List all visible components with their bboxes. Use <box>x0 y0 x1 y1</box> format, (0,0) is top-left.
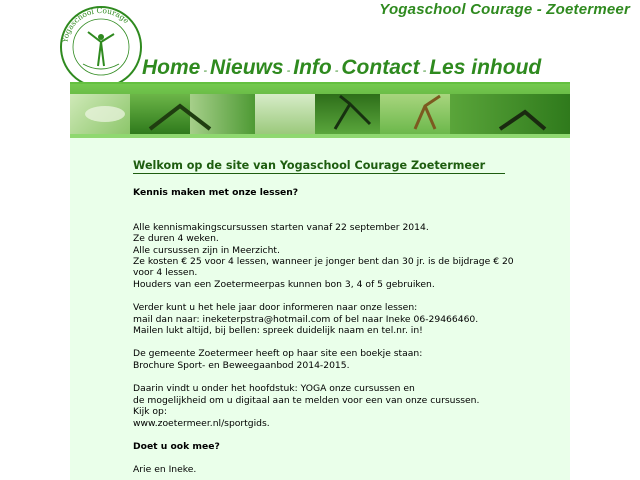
paragraph-line: De gemeente Zoetermeer heeft op haar site een boekje staan: <box>133 348 423 360</box>
contact-line: mail dan naar: ineketerpstra@hotmail.com of bel naar Ineke 06-29466460. <box>133 313 479 325</box>
paragraph-line: Mailen lukt altijd, bij bellen: spreek duidelijk naam en tel.nr. in! <box>133 325 423 337</box>
paragraph-line: Kijk op: <box>133 406 167 418</box>
nav-separator: - <box>422 65 427 77</box>
main-nav <box>142 56 541 80</box>
sportgids-link[interactable]: www.zoetermeer.nl/sportgids. <box>133 417 270 429</box>
paragraph-line: Verder kunt u het hele jaar door informeren naar onze lessen: <box>133 302 418 314</box>
paragraph-line: de mogelijkheid om u digitaal aan te melden voor een van onze cursussen. <box>133 394 480 406</box>
signature: Arie en Ineke. <box>133 464 197 476</box>
paragraph-line: Brochure Sport- en Beweegaanbod 2014-2015. <box>133 359 350 371</box>
question-text: Doet u ook mee? <box>133 440 220 452</box>
paragraph-line: Daarin vindt u onder het hoofdstuk: YOGA onze cursussen en <box>133 383 415 395</box>
nav-les-inhoud[interactable]: Les inhoud <box>429 56 542 79</box>
paragraph-line: Alle kennismakingscursussen starten vanaf 22 september 2014. <box>133 221 429 233</box>
nav-home[interactable]: Home <box>142 56 201 79</box>
main-content <box>70 138 570 480</box>
paragraph-line: Ze duren 4 weken. <box>133 233 219 245</box>
nav-info[interactable]: Info <box>293 56 332 79</box>
paragraph-line: Houders van een Zoetermeerpas kunnen bon 3, 4 of 5 gebruiken. <box>133 278 435 290</box>
nav-separator: - <box>286 65 291 77</box>
nav-separator: - <box>334 65 339 77</box>
yoga-logo-icon <box>58 4 144 90</box>
yoga-figures-icon <box>70 84 570 134</box>
paragraph-line: voor 4 lessen. <box>133 267 198 279</box>
photo-banner <box>70 84 570 134</box>
subheading: Kennis maken met onze lessen? <box>133 187 299 199</box>
logo-text: Yogaschool Courage <box>60 5 131 44</box>
logo[interactable] <box>58 4 144 90</box>
nav-separator: - <box>203 65 208 77</box>
site-title: Yogaschool Courage - Zoetermeer <box>379 1 630 18</box>
paragraph-line: Alle cursussen zijn in Meerzicht. <box>133 244 280 256</box>
nav-nieuws[interactable]: Nieuws <box>210 56 284 79</box>
page-heading: Welkom op de site van Yogaschool Courage Zoetermeer <box>133 160 505 174</box>
paragraph-line: Ze kosten € 25 voor 4 lessen, wanneer je jonger bent dan 30 jr. is de bijdrage € 20 <box>133 256 514 268</box>
nav-contact[interactable]: Contact <box>341 56 420 79</box>
